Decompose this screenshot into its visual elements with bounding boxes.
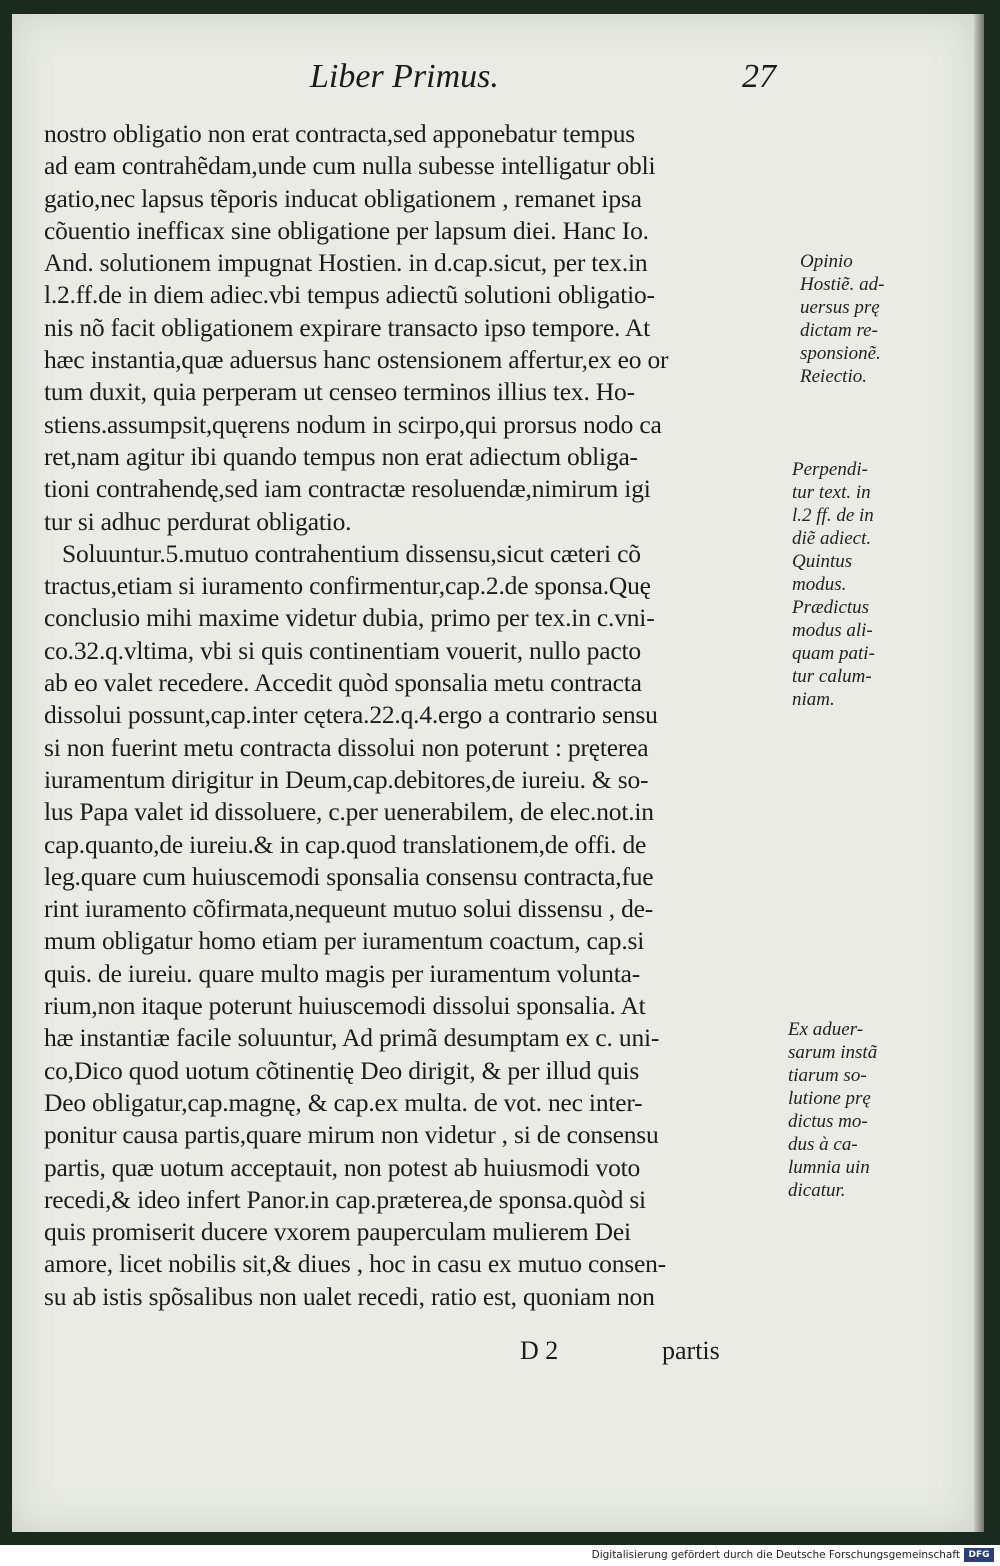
text-line: tum duxit, quia perperam ut censeo terminos illius tex. Ho- <box>44 377 635 407</box>
text-line: And. solutionem impugnat Hostien. in d.cap.sicut, per tex.in <box>44 248 648 278</box>
text-line: leg.quare cum huiuscemodi sponsalia consensu contracta,fue <box>44 861 654 891</box>
marginal-note-line: diẽ adiect. <box>792 528 872 549</box>
running-head <box>290 58 790 102</box>
text-line: tioni contrahendę,sed iam contractæ resoluendæ,nimirum igi <box>44 474 651 504</box>
marginal-note-line: Hostiẽ. ad- <box>800 274 885 295</box>
text-line: nis nõ facit obligationem expirare transacto ipso tempore. At <box>44 312 651 342</box>
running-title: Liber Primus. <box>310 58 499 95</box>
dfg-logo: DFG <box>964 1548 994 1562</box>
marginal-note-line: lutione prę <box>788 1088 871 1109</box>
marginal-note-line: tur text. in <box>792 482 871 503</box>
text-line: ad eam contrahẽdam,unde cum nulla subesse intelligatur obli <box>44 151 656 181</box>
marginal-note-line: sponsionẽ. <box>800 343 881 364</box>
main-text-block <box>44 118 786 1313</box>
text-line: rium,non itaque poterunt huiuscemodi dissolui sponsalia. At <box>44 991 646 1021</box>
marginal-note-line: tiarum so- <box>788 1065 867 1086</box>
marginal-note-line: tur calum- <box>792 666 872 687</box>
text-line: mum obligatur homo etiam per iuramentum coactum, cap.si <box>44 926 645 956</box>
marginal-note-line: quam pati- <box>792 643 875 664</box>
signature-mark: D 2 <box>520 1336 559 1365</box>
text-line: lus Papa valet id dissoluere, c.per uenerabilem, de elec.not.in <box>44 797 654 827</box>
catchword: partis <box>662 1336 720 1365</box>
marginal-note-ex-aduersarum <box>788 1018 877 1202</box>
marginal-note-line: lumnia uin <box>788 1157 870 1178</box>
text-line: recedi,& ideo infert Panor.in cap.prӕterea,de sponsa.quòd si <box>44 1184 646 1214</box>
text-line: quis promiserit ducere vxorem pauperculam mulierem Dei <box>44 1217 631 1247</box>
footer-bar <box>0 1545 1000 1566</box>
marginal-note-line: Perpendi- <box>792 459 868 480</box>
footer-credit: Digitalisierung gefördert durch die Deutsche Forschungsgemeinschaft <box>591 1549 960 1561</box>
text-line: ab eo valet recedere. Accedit quòd sponsalia metu contracta <box>44 668 642 698</box>
text-line: rint iuramento cõfirmata,nequeunt mutuo solui dissensu , de- <box>44 894 654 924</box>
marginal-note-line: uersus prę <box>800 297 880 318</box>
text-line: iuramentum dirigitur in Deum,cap.debitores,de iureiu. & so- <box>44 764 649 794</box>
text-line: gatio,nec lapsus tẽporis inducat obligationem , remanet ipsa <box>44 183 642 213</box>
marginal-note-line: sarum instã <box>788 1042 878 1063</box>
text-line: nostro obligatio non erat contracta,sed apponebatur tempus <box>44 119 636 148</box>
marginal-note-line: niam. <box>792 689 835 710</box>
text-line: hæ instantiæ facile soluuntur, Ad primã desumptam ex c. uni- <box>44 1023 660 1053</box>
text-line: l.2.ff.de in diem adiec.vbi tempus adiectũ solutioni obligatio- <box>44 280 655 310</box>
text-line: tractus,etiam si iuramento confirmentur,cap.2.de sponsa.Quę <box>44 571 651 601</box>
marginal-note-line: modus. <box>792 574 847 595</box>
text-line: co.32.q.vltima, vbi si quis continentiam vouerit, nullo pacto <box>44 635 641 665</box>
marginal-note-line: dicatur. <box>788 1180 846 1201</box>
marginal-note-line: dus à ca- <box>788 1134 858 1155</box>
text-line: Deo obligatur,cap.magnę, & cap.ex multa. de vot. nec inter- <box>44 1087 643 1117</box>
marginal-note-line: Opinio <box>800 251 853 272</box>
marginal-note-line: Ex aduer- <box>788 1019 864 1040</box>
text-line: ret,nam agitur ibi quando tempus non erat adiectum obliga- <box>44 441 638 471</box>
text-line: cap.quanto,de iureiu.& in cap.quod translationem,de offi. de <box>44 829 647 859</box>
text-line: stiens.assumpsit,quęrens nodum in scirpo,qui prorsus nodo ca <box>44 409 662 439</box>
text-line: quis. de iureiu. quare multo magis per iuramentum volunta- <box>44 958 641 988</box>
text-line: partis, quæ uotum acceptauit, non potest ab huiusmodi voto <box>44 1152 641 1182</box>
text-line: conclusio mihi maxime videtur dubia, primo per tex.in c.vni- <box>44 603 655 633</box>
marginal-note-line: l.2 ff. de in <box>792 505 874 526</box>
marginal-note-line: dictam re- <box>800 320 878 341</box>
text-line: ponitur causa partis,quare mirum non videtur , si de consensu <box>44 1120 659 1150</box>
marginal-note-line: Prӕdictus <box>792 597 870 618</box>
text-line: dissolui possunt,cap.inter cętera.22.q.4.ergo a contrario sensu <box>44 700 658 730</box>
text-line: tur si adhuc perdurat obligatio. <box>44 506 352 536</box>
page-edge <box>974 14 984 1532</box>
marginal-note-perpenditur <box>792 458 875 711</box>
text-line: hæc instantia,quæ aduersus hanc ostensionem affertur,ex eo or <box>44 345 669 375</box>
text-line: amore, licet nobilis sit,& diues , hoc in casu ex mutuo consen- <box>44 1249 666 1279</box>
catchline <box>520 1336 780 1370</box>
text-line: co,Dico quod uotum cõtinentię Deo dirigit, & per illud quis <box>44 1055 640 1085</box>
text-line: su ab istis spõsalibus non ualet recedi, ratio est, quoniam non <box>44 1281 655 1311</box>
marginal-note-line: Reiectio. <box>800 366 867 387</box>
text-line: cõuentio inefficax sine obligatione per lapsum diei. Hanc Io. <box>44 215 649 245</box>
marginal-note-opinio <box>800 250 884 388</box>
marginal-note-line: dictus mo- <box>788 1111 868 1132</box>
text-line: si non fuerint metu contracta dissolui non poterunt : prętereа <box>44 732 649 762</box>
marginal-note-line: Quintus <box>792 551 853 572</box>
text-line: Soluuntur.5.mutuo contrahentium dissensu,sicut cæteri cõ <box>62 538 641 568</box>
page-number: 27 <box>742 58 776 95</box>
marginal-note-line: modus ali- <box>792 620 873 641</box>
